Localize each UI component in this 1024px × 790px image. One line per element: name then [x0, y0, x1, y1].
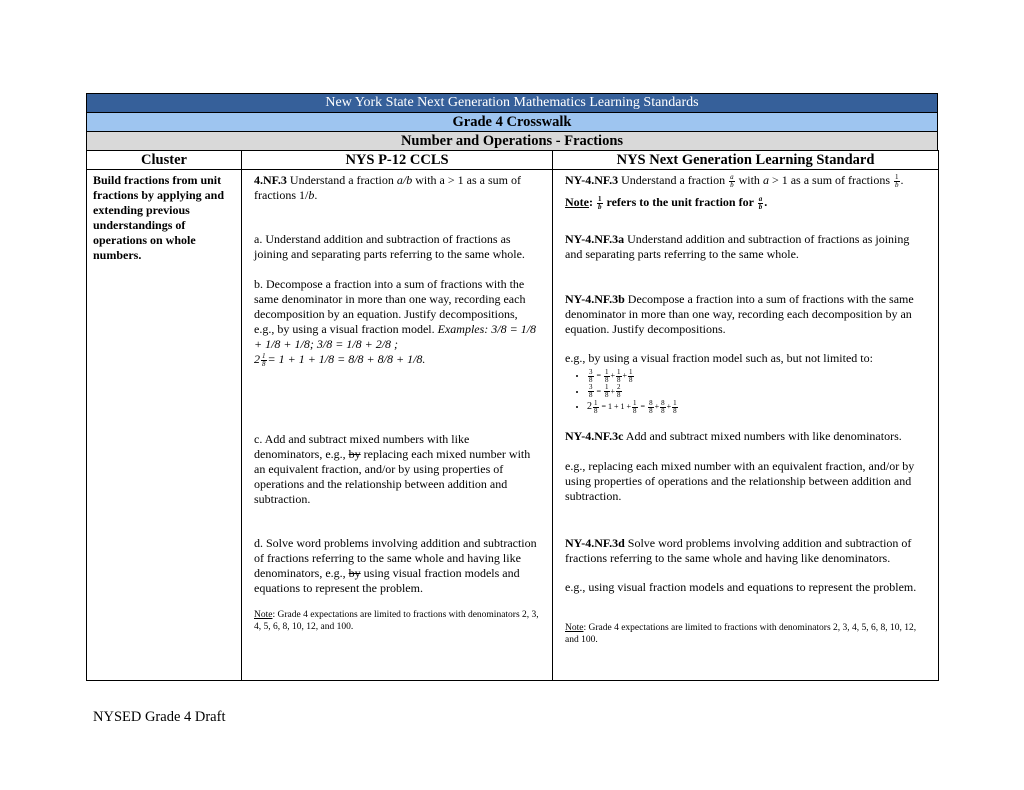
ccls-4nf3c: c. Add and subtract mixed numbers with like denominators, e.g., by replacing each mixed number with an equivalent fraction, and/or by using properties of operations and the relationship between addition and subtraction. [254, 432, 531, 506]
ccls-4nf3b: b. Decompose a fraction into a sum of fractions with the same denominator in more than one way, recording each decomposition by an equation. Justify decompositions, e.g., by using a visual fraction model. Examples: 3/8 = 1/8 + 1/8 + 1/8; 3/8 = 1/8 + 2/8 ; 2 $\frac{1}{8}$ = 1 + 1 + 1/8 = 8/8 + 8/8 + 1/8. [254, 277, 537, 368]
cluster-text: Build fractions from unit fractions by applying and extending previous understandings of operations on whole numbers. [93, 173, 225, 262]
list-item: • $\frac{3}{8}$ = $\frac{1}{8}$ + $\frac{2}{8}$ [587, 384, 926, 400]
ngls-cell [553, 170, 939, 681]
ngls-4nf3d-example: e.g., using visual fraction models and equations to represent the problem. [565, 580, 917, 594]
ngls-4nf3b: NY-4.NF.3b Decompose a fraction into a sum of fractions with the same denominator in more than one way, recording each decomposition by an equation. Justify decompositions. [565, 292, 914, 336]
grade-heading: Grade 4 Crosswalk [86, 112, 938, 131]
ngls-4nf3c-example: e.g., replacing each mixed number with an equivalent fraction, and/or by using properties of operations and the relationship between addition and subtraction. [565, 459, 915, 503]
column-header-ngls: NYS Next Generation Learning Standard [553, 151, 939, 170]
cluster-cell [87, 170, 242, 681]
ccls-4nf3: 4.NF.3 Understand a fraction a/b with a > 1 as a sum of fractions 1/b. [254, 173, 521, 202]
ccls-cell [242, 170, 553, 681]
page-footer: NYSED Grade 4 Draft [93, 709, 226, 725]
ngls-note: Note: Grade 4 expectations are limited to fractions with denominators 2, 3, 4, 5, 6, 8, 10, 12, and 100. [565, 623, 917, 645]
crosswalk-document [86, 93, 938, 681]
ngls-4nf3a: NY-4.NF.3a Understand addition and subtraction of fractions as joining and separating parts referring to the same whole. [565, 232, 910, 261]
table-row [87, 170, 939, 681]
table-header-row [87, 151, 939, 170]
decomposition-examples [565, 368, 926, 415]
column-header-ccls: NYS P-12 CCLS [242, 151, 553, 170]
domain-heading: Number and Operations - Fractions [86, 131, 938, 150]
ngls-4nf3b-example: e.g., by using a visual fraction model such as, but not limited to: • $\frac{3}{8}$ = $\frac{1}{8}$ + $\frac{1}{8}$ + $\frac{1}{8}$ • $\frac{3}{8}$ = $\frac{1}{8}$ + $\frac{2}{8}$ • 2 $\frac{1}{8}$ = 1 + 1 + $\frac{1}{8}$ = $\frac{8}{8}$ + $\frac{8}{8}$ + $\frac{1}{8}$ [565, 351, 926, 415]
ccls-4nf3a: a. Understand addition and subtraction of fractions as joining and separating parts referring to the same whole. [254, 232, 525, 261]
list-item: • 2 $\frac{1}{8}$ = 1 + 1 + $\frac{1}{8}$ = $\frac{8}{8}$ + $\frac{8}{8}$ + $\frac{1}{8}$ [587, 399, 926, 415]
ccls-note: Note: Grade 4 expectations are limited to fractions with denominators 2, 3, 4, 5, 6, 8, 10, 12, and 100. [254, 610, 539, 632]
crosswalk-table [86, 150, 939, 681]
list-item: • $\frac{3}{8}$ = $\frac{1}{8}$ + $\frac{1}{8}$ + $\frac{1}{8}$ [587, 368, 926, 384]
ccls-4nf3d: d. Solve word problems involving addition and subtraction of fractions referring to the same whole and having like denominators, e.g., by using visual fraction models and equations to represent the problem. [254, 536, 537, 595]
ngls-4nf3c: NY-4.NF.3c Add and subtract mixed numbers with like denominators. [565, 429, 902, 443]
ngls-4nf3: NY-4.NF.3 Understand a fraction $\frac{a}{b}$ with a > 1 as a sum of fractions $\frac{1}{b}$ . [565, 172, 904, 189]
ngls-note-unit-fraction: Note: $\frac{1}{b}$ refers to the unit fraction for $\frac{a}{b}$ . [565, 194, 768, 211]
mixed-number-example: 2 $\frac{1}{8}$ = 1 + 1 + 1/8 = 8/8 + 8/8 + 1/8. [254, 351, 426, 368]
document-title: New York State Next Generation Mathematics Learning Standards [86, 93, 938, 112]
ngls-4nf3d: NY-4.NF.3d Solve word problems involving addition and subtraction of fractions referring to the same whole and having like denominators. [565, 536, 912, 565]
column-header-cluster: Cluster [87, 151, 242, 170]
